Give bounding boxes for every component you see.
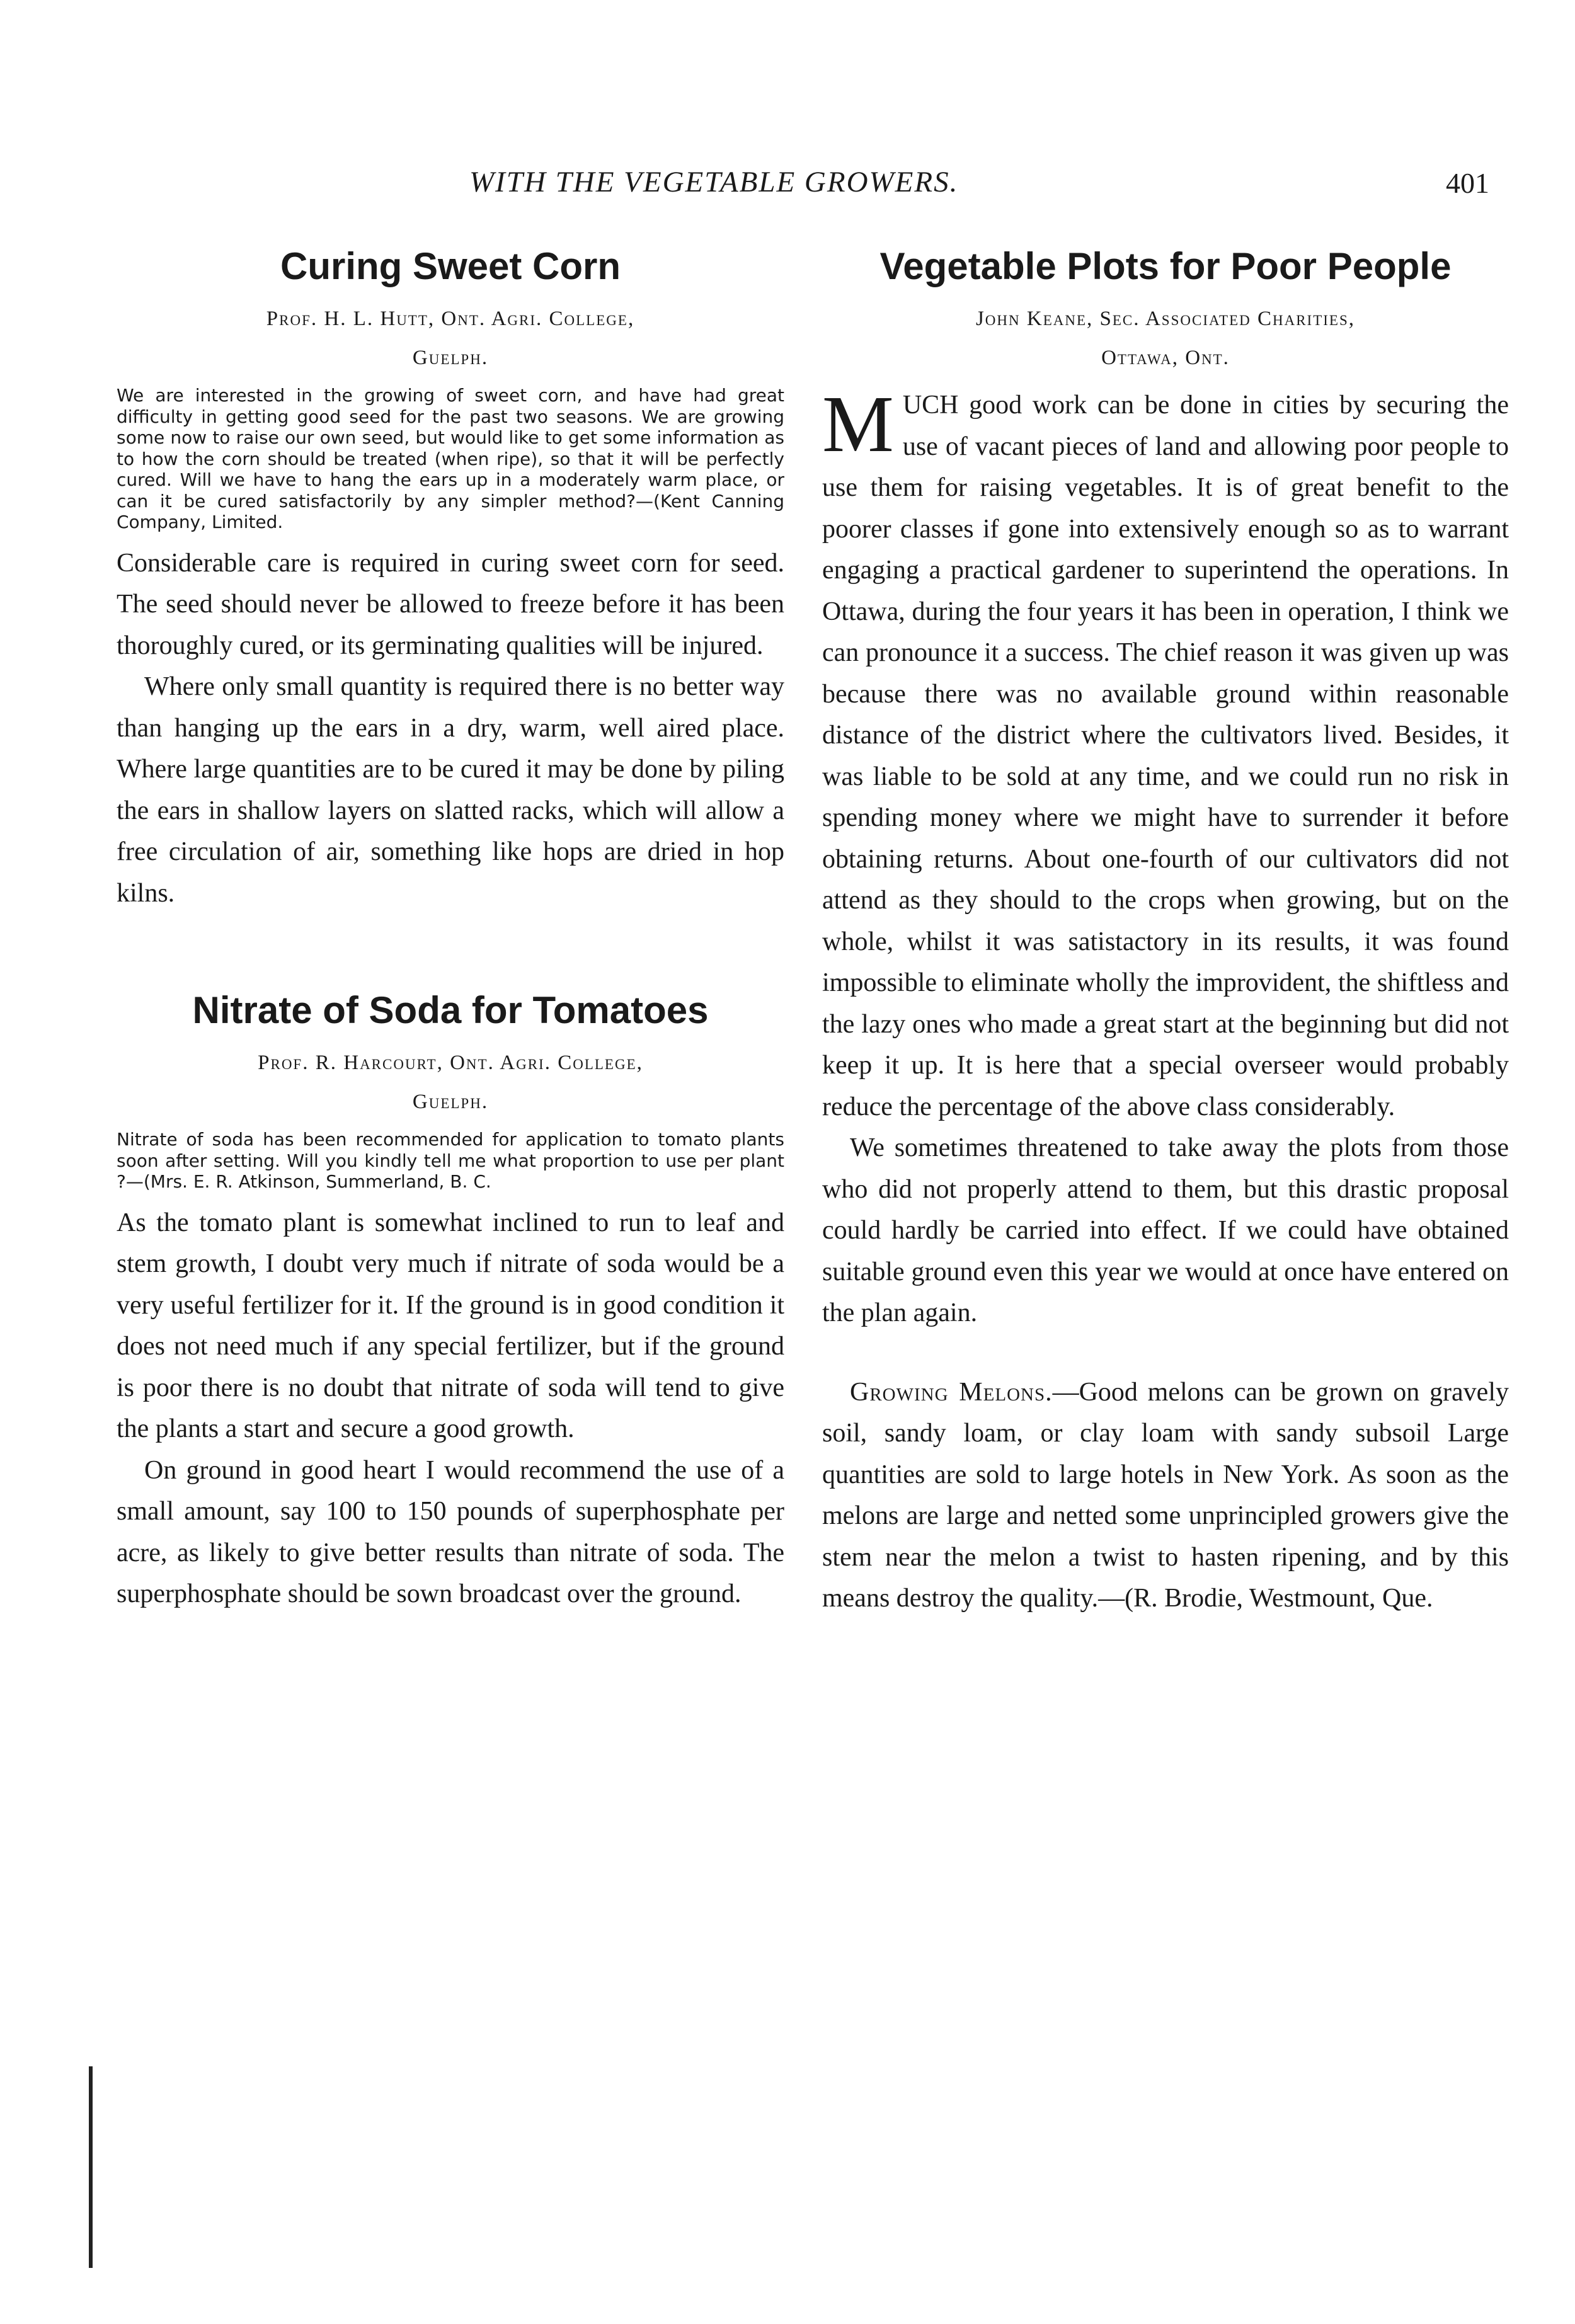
article-paragraph: On ground in good heart I would recommend the use of a small amount, say 100 to 150 pounds of superphosphate per acre, as likely to give better results than nitrate of soda. The superphosphate should be sown broadcast over the ground.: [117, 1455, 784, 1608]
article-paragraph: As the tomato plant is somewhat inclined to run to leaf and stem growth, I doubt very much if nitrate of soda would be a very useful fertilizer for it. If the ground is in good condition it does not need much if any special fertilizer, but if the ground is poor there is no doubt that nitrate of soda will tend to give the plants a start and secure a good growth.: [117, 1208, 784, 1443]
running-head: [0, 165, 1575, 209]
reader-question: We are interested in the growing of sweet corn, and have had great difficulty in getting good seed for the past two seasons. We are growing some now to raise our own seed, but would like to get some information as to how the corn should be treated (when ripe), so that it will be perfectly cured. Will we have to hang the ears up in a moderately warm place, or can it be cured satisfactorily by any simpler method?—(Kent Canning Company, Limited.: [117, 385, 784, 532]
article-paragraph: Where only small quantity is required there is no better way than hanging up the ears in a dry, warm, well aired place. Where large quantities are to be cured it may be done by piling the ears in shallow layers on slatted racks, which will allow a free circulation of air, something like hops are dried in hop kilns.: [117, 672, 784, 908]
byline-line: Guelph.: [412, 346, 489, 369]
byline-line: John Keane, Sec. Associated Charities,: [975, 307, 1356, 330]
article-nitrate-of-soda: [117, 988, 784, 1615]
note-paragraph: [822, 1372, 1509, 1620]
left-column: [117, 244, 784, 1615]
article-title: Vegetable Plots for Poor People: [879, 245, 1452, 287]
note-growing-melons: [822, 1372, 1509, 1620]
section-gap: [822, 1334, 1509, 1372]
article-title: Nitrate of Soda for Tomatoes: [192, 989, 709, 1031]
binding-edge-mark: [89, 2066, 93, 2268]
running-title: WITH THE VEGETABLE GROWERS.: [469, 166, 959, 198]
article-byline: [822, 299, 1509, 377]
article-paragraph: We sometimes threatened to take away the plots from those who did not properly attend to them, but this drastic proposal could hardly be carried into effect. If we could have obtained suitable ground even this year we would at once have entered on the plan again.: [822, 1133, 1509, 1327]
article-curing-sweet-corn: [117, 244, 784, 914]
drop-cap: M: [822, 379, 894, 469]
byline-line: Prof. R. Harcourt, Ont. Agri. College,: [258, 1051, 643, 1074]
byline-line: Prof. H. L. Hutt, Ont. Agri. College,: [266, 307, 635, 330]
run-in-heading: Growing Melons.: [850, 1377, 1053, 1407]
byline-line: Ottawa, Ont.: [1101, 346, 1230, 369]
article-paragraph: [822, 379, 1509, 1128]
article-vegetable-plots: [822, 244, 1509, 1334]
article-title: Curing Sweet Corn: [280, 245, 621, 287]
right-column: [822, 244, 1509, 1620]
section-gap: [117, 914, 784, 988]
page-number: 401: [1446, 167, 1489, 199]
article-paragraph: Considerable care is required in curing sweet corn for seed. The seed should never be allowed to freeze before it has been thoroughly cured, or its germinating qualities will be injured.: [117, 548, 784, 660]
note-text: —Good melons can be grown on gravely soil, sandy loam, or clay loam with sandy subsoil Large quantities are sold to large hotels in New York. As soon as the melons are large and netted some unprincipled growers give the stem near the melon a twist to hasten ripening, and by this means destroy the quality.—(R. Brodie, Westmount, Que.: [822, 1377, 1509, 1613]
article-byline: [117, 299, 784, 377]
reader-question: Nitrate of soda has been recommended for application to tomato plants soon after setting. Will you kindly tell me what proportion to use per plant ?—(Mrs. E. R. Atkinson, Summerland, B. C.: [117, 1129, 784, 1192]
article-byline: [117, 1043, 784, 1121]
byline-line: Guelph.: [412, 1090, 489, 1113]
paragraph-text: UCH good work can be done in cities by securing the use of vacant pieces of land and allowing poor people to use them for raising vegetables. It is of great benefit to the poorer classes if gone into extensively enough so as to warrant engaging a practical gardener to superintend the operations. In Ottawa, during the four years it has been in operation, I think we can pronounce it a success. The chief reason it was given up was because there was no available ground within reasonable distance of the district where the cultivators lived. Besides, it was liable to be sold at any time, and we could run no risk in spending money where we might have to surrender it before obtaining returns. About one-fourth of our cultivators did not attend as they should to the crops when growing, but on the whole, whilst it was satistactory in its results, it was found impossible to eliminate wholly the improvident, the shiftless and the lazy ones who made a great start at the beginning but did not keep it up. It is here that a special overseer would probably reduce the percentage of the above class considerably.: [822, 391, 1509, 1121]
